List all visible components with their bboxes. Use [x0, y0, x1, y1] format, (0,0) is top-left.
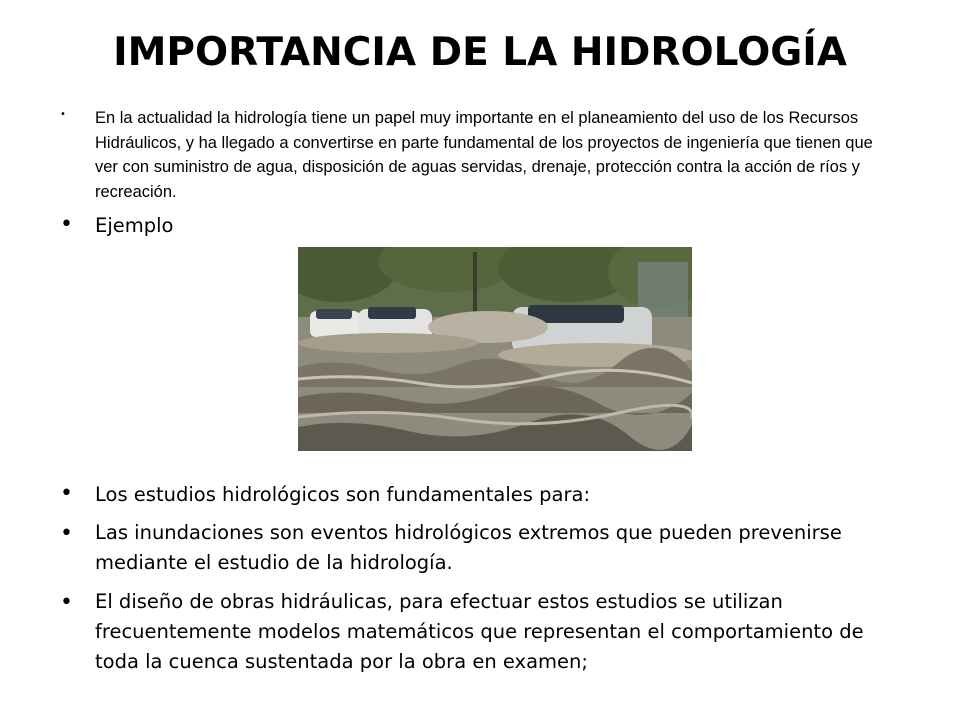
bullet-marker: • [60, 481, 73, 506]
bullet-text-studies: Los estudios hidrológicos son fundamentales para: [95, 483, 591, 506]
bullet-text-floods: Las inundaciones son eventos hidrológicos extremos que pueden prevenirse mediante el estudio de la hidrología. [95, 521, 842, 574]
bullet-marker: • [60, 109, 66, 120]
bullet-marker: • [60, 590, 73, 615]
bullet-marker: • [60, 521, 73, 546]
bullet-text-example: Ejemplo [95, 214, 174, 237]
bullet-text-hydraulic-works: El diseño de obras hidráulicas, para efectuar estos estudios se utilizan frecuentemente modelos matemáticos que representan el comportamiento de toda la cuenca sustentada por la obra en examen; [95, 590, 864, 673]
bullet-text-hydrology-role: En la actualidad la hidrología tiene un papel muy importante en el planeamiento del uso de los Recursos Hidráulicos, y ha llegado a convertirse en parte fundamental de los proyectos de ingeniería que tienen que ver con suministro de agua, disposición de aguas servidas, drenaje, protección contra la acción de ríos y recreación. [95, 109, 873, 201]
slide-title: IMPORTANCIA DE LA HIDROLOGÍA [113, 30, 847, 75]
flood-photo [298, 247, 692, 451]
bullet-marker: • [60, 212, 73, 237]
